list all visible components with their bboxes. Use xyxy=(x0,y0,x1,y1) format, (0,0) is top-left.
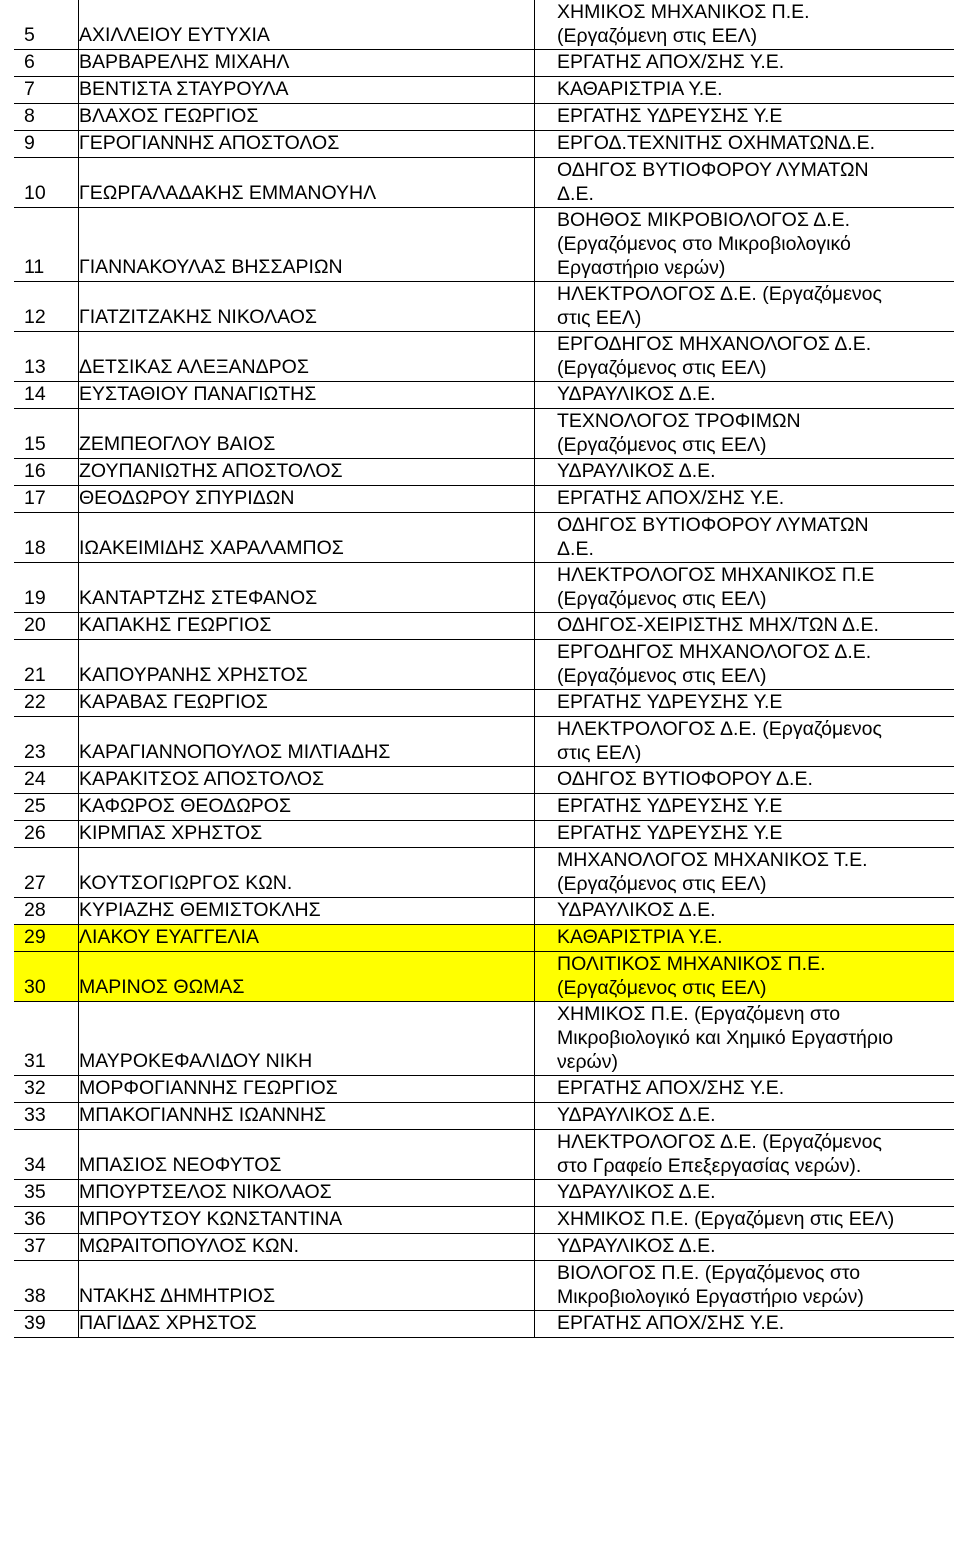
employee-role xyxy=(535,1234,955,1261)
employee-name: ΜΑΥΡΟΚΕΦΑΛΙΔΟΥ ΝΙΚΗ xyxy=(79,1002,535,1076)
table-row xyxy=(14,131,954,158)
row-number: 22 xyxy=(14,690,79,717)
table-row xyxy=(14,925,954,952)
role-line: στις ΕΕΛ) xyxy=(557,742,642,764)
role-line: ΕΡΓΟΔΗΓΟΣ ΜΗΧΑΝΟΛΟΓΟΣ Δ.Ε. xyxy=(557,641,872,663)
role-line: Δ.Ε. xyxy=(557,183,594,205)
row-number: 16 xyxy=(14,459,79,486)
employee-role xyxy=(535,131,955,158)
row-number: 34 xyxy=(14,1130,79,1180)
row-number: 17 xyxy=(14,486,79,513)
table-row xyxy=(14,1180,954,1207)
employee-name: ΓΕΩΡΓΑΛΑΔΑΚΗΣ ΕΜΜΑΝΟΥΗΛ xyxy=(79,158,535,208)
row-number: 21 xyxy=(14,640,79,690)
row-number: 19 xyxy=(14,563,79,613)
role-line: ΕΡΓΑΤΗΣ ΑΠΟΧ/ΣΗΣ Υ.Ε. xyxy=(557,1077,785,1099)
row-number: 14 xyxy=(14,382,79,409)
employee-role xyxy=(535,208,955,282)
employee-role xyxy=(535,1311,955,1338)
employee-name: ΛΙΑΚΟΥ ΕΥΑΓΓΕΛΙΑ xyxy=(79,925,535,952)
employee-role xyxy=(535,613,955,640)
table-row xyxy=(14,767,954,794)
role-line: νερών) xyxy=(557,1051,619,1073)
staff-table-body xyxy=(14,0,954,1338)
row-number: 29 xyxy=(14,925,79,952)
employee-name: ΒΕΝΤΙΣΤΑ ΣΤΑΥΡΟΥΛΑ xyxy=(79,77,535,104)
employee-role xyxy=(535,717,955,767)
employee-name: ΚΙΡΜΠΑΣ ΧΡΗΣΤΟΣ xyxy=(79,821,535,848)
table-row xyxy=(14,208,954,282)
table-row xyxy=(14,332,954,382)
table-row xyxy=(14,1103,954,1130)
employee-name: ΙΩΑΚΕΙΜΙΔΗΣ ΧΑΡΑΛΑΜΠΟΣ xyxy=(79,513,535,563)
employee-name: ΚΑΡΑΚΙΤΣΟΣ ΑΠΟΣΤΟΛΟΣ xyxy=(79,767,535,794)
employee-role xyxy=(535,767,955,794)
role-line: ΥΔΡΑΥΛΙΚΟΣ Δ.Ε. xyxy=(557,899,716,921)
employee-role xyxy=(535,821,955,848)
employee-name: ΘΕΟΔΩΡΟΥ ΣΠΥΡΙΔΩΝ xyxy=(79,486,535,513)
role-line: ΥΔΡΑΥΛΙΚΟΣ Δ.Ε. xyxy=(557,383,716,405)
row-number: 11 xyxy=(14,208,79,282)
table-row xyxy=(14,382,954,409)
role-line: (Εργαζόμενος στις ΕΕΛ) xyxy=(557,873,767,895)
row-number: 26 xyxy=(14,821,79,848)
role-line: ΗΛΕΚΤΡΟΛΟΓΟΣ Δ.Ε. (Εργαζόμενος xyxy=(557,283,882,305)
role-line: (Εργαζόμενος στις ΕΕΛ) xyxy=(557,357,767,379)
table-row xyxy=(14,50,954,77)
employee-role xyxy=(535,1261,955,1311)
table-row xyxy=(14,158,954,208)
role-line: ΥΔΡΑΥΛΙΚΟΣ Δ.Ε. xyxy=(557,460,716,482)
row-number: 13 xyxy=(14,332,79,382)
employee-name: ΖΕΜΠΕΟΓΛΟΥ ΒΑΙΟΣ xyxy=(79,409,535,459)
role-line: ΚΑΘΑΡΙΣΤΡΙΑ Υ.Ε. xyxy=(557,78,723,100)
employee-name: ΒΑΡΒΑΡΕΛΗΣ ΜΙΧΑΗΛ xyxy=(79,50,535,77)
role-line: ΒΟΗΘΟΣ ΜΙΚΡΟΒΙΟΛΟΓΟΣ Δ.Ε. xyxy=(557,209,851,231)
role-line: ΟΔΗΓΟΣ ΒΥΤΙΟΦΟΡΟΥ ΛΥΜΑΤΩΝ xyxy=(557,514,869,536)
row-number: 9 xyxy=(14,131,79,158)
table-row xyxy=(14,794,954,821)
role-line: (Εργαζόμενος στις ΕΕΛ) xyxy=(557,588,767,610)
row-number: 7 xyxy=(14,77,79,104)
row-number: 36 xyxy=(14,1207,79,1234)
employee-role xyxy=(535,952,955,1002)
table-row xyxy=(14,563,954,613)
employee-name: ΑΧΙΛΛΕΙΟΥ ΕΥΤΥΧΙΑ xyxy=(79,0,535,50)
role-line: ΕΡΓΑΤΗΣ ΑΠΟΧ/ΣΗΣ Υ.Ε. xyxy=(557,1312,785,1334)
employee-name: ΚΑΡΑΓΙΑΝΝΟΠΟΥΛΟΣ ΜΙΛΤΙΑΔΗΣ xyxy=(79,717,535,767)
employee-name: ΜΑΡΙΝΟΣ ΘΩΜΑΣ xyxy=(79,952,535,1002)
role-line: ΜΗΧΑΝΟΛΟΓΟΣ ΜΗΧΑΝΙΚΟΣ Τ.Ε. xyxy=(557,849,868,871)
role-line: ΕΡΓΟΔΗΓΟΣ ΜΗΧΑΝΟΛΟΓΟΣ Δ.Ε. xyxy=(557,333,872,355)
staff-table xyxy=(14,0,954,1338)
role-line: ΟΔΗΓΟΣ ΒΥΤΙΟΦΟΡΟΥ Δ.Ε. xyxy=(557,768,813,790)
role-line: στο Γραφείο Επεξεργασίας νερών). xyxy=(557,1155,862,1177)
table-row xyxy=(14,282,954,332)
row-number: 32 xyxy=(14,1076,79,1103)
role-line: ΕΡΓΑΤΗΣ ΑΠΟΧ/ΣΗΣ Υ.Ε. xyxy=(557,51,785,73)
role-line: ΥΔΡΑΥΛΙΚΟΣ Δ.Ε. xyxy=(557,1104,716,1126)
employee-name: ΜΩΡΑΙΤΟΠΟΥΛΟΣ ΚΩΝ. xyxy=(79,1234,535,1261)
role-line: Μικροβιολογικό Εργαστήριο νερών) xyxy=(557,1286,864,1308)
table-row xyxy=(14,486,954,513)
employee-role xyxy=(535,409,955,459)
employee-name: ΔΕΤΣΙΚΑΣ ΑΛΕΞΑΝΔΡΟΣ xyxy=(79,332,535,382)
table-row xyxy=(14,1311,954,1338)
table-row xyxy=(14,690,954,717)
employee-name: ΜΠΡΟΥΤΣΟΥ ΚΩΝΣΤΑΝΤΙΝΑ xyxy=(79,1207,535,1234)
role-line: ΚΑΘΑΡΙΣΤΡΙΑ Υ.Ε. xyxy=(557,926,723,948)
employee-role xyxy=(535,77,955,104)
employee-name: ΚΑΝΤΑΡΤΖΗΣ ΣΤΕΦΑΝΟΣ xyxy=(79,563,535,613)
employee-role xyxy=(535,848,955,898)
employee-role xyxy=(535,486,955,513)
employee-role xyxy=(535,1002,955,1076)
role-line: ΥΔΡΑΥΛΙΚΟΣ Δ.Ε. xyxy=(557,1181,716,1203)
row-number: 20 xyxy=(14,613,79,640)
employee-role xyxy=(535,794,955,821)
table-row xyxy=(14,1076,954,1103)
employee-role xyxy=(535,382,955,409)
role-line: ΕΡΓΟΔ.ΤΕΧΝΙΤΗΣ ΟΧΗΜΑΤΩΝΔ.Ε. xyxy=(557,132,875,154)
role-line: (Εργαζόμενος στις ΕΕΛ) xyxy=(557,434,767,456)
role-line: ΟΔΗΓΟΣ-ΧΕΙΡΙΣΤΗΣ ΜΗΧ/ΤΩΝ Δ.Ε. xyxy=(557,614,879,636)
employee-role xyxy=(535,640,955,690)
role-line: ΕΡΓΑΤΗΣ ΥΔΡΕΥΣΗΣ Υ.Ε xyxy=(557,691,783,713)
employee-name: ΠΑΓΙΔΑΣ ΧΡΗΣΤΟΣ xyxy=(79,1311,535,1338)
row-number: 39 xyxy=(14,1311,79,1338)
employee-name: ΚΑΡΑΒΑΣ ΓΕΩΡΓΙΟΣ xyxy=(79,690,535,717)
table-row xyxy=(14,821,954,848)
employee-name: ΒΛΑΧΟΣ ΓΕΩΡΓΙΟΣ xyxy=(79,104,535,131)
row-number: 8 xyxy=(14,104,79,131)
row-number: 10 xyxy=(14,158,79,208)
employee-name: ΓΙΑΝΝΑΚΟΥΛΑΣ ΒΗΣΣΑΡΙΩΝ xyxy=(79,208,535,282)
employee-role xyxy=(535,1103,955,1130)
role-line: ΗΛΕΚΤΡΟΛΟΓΟΣ ΜΗΧΑΝΙΚΟΣ Π.Ε xyxy=(557,564,875,586)
role-line: (Εργαζόμενος στις ΕΕΛ) xyxy=(557,977,767,999)
employee-name: ΚΑΠΟΥΡΑΝΗΣ ΧΡΗΣΤΟΣ xyxy=(79,640,535,690)
employee-role xyxy=(535,690,955,717)
role-line: ΧΗΜΙΚΟΣ Π.Ε. (Εργαζόμενη στο xyxy=(557,1003,841,1025)
row-number: 30 xyxy=(14,952,79,1002)
employee-name: ΜΠΑΣΙΟΣ ΝΕΟΦΥΤΟΣ xyxy=(79,1130,535,1180)
role-line: (Εργαζόμενη στις ΕΕΛ) xyxy=(557,25,758,47)
employee-role xyxy=(535,1180,955,1207)
role-line: ΧΗΜΙΚΟΣ ΜΗΧΑΝΙΚΟΣ Π.Ε. xyxy=(557,1,810,23)
table-row xyxy=(14,640,954,690)
employee-role xyxy=(535,898,955,925)
table-row xyxy=(14,952,954,1002)
employee-role xyxy=(535,332,955,382)
row-number: 28 xyxy=(14,898,79,925)
role-line: ΟΔΗΓΟΣ ΒΥΤΙΟΦΟΡΟΥ ΛΥΜΑΤΩΝ xyxy=(557,159,869,181)
role-line: ΥΔΡΑΥΛΙΚΟΣ Δ.Ε. xyxy=(557,1235,716,1257)
employee-role xyxy=(535,563,955,613)
row-number: 12 xyxy=(14,282,79,332)
table-row xyxy=(14,513,954,563)
row-number: 37 xyxy=(14,1234,79,1261)
table-row xyxy=(14,1261,954,1311)
table-row xyxy=(14,1130,954,1180)
table-row xyxy=(14,459,954,486)
employee-role xyxy=(535,1130,955,1180)
role-line: ΕΡΓΑΤΗΣ ΥΔΡΕΥΣΗΣ Υ.Ε xyxy=(557,105,783,127)
employee-role xyxy=(535,50,955,77)
employee-name: ΜΟΡΦΟΓΙΑΝΝΗΣ ΓΕΩΡΓΙΟΣ xyxy=(79,1076,535,1103)
employee-name: ΚΑΦΩΡΟΣ ΘΕΟΔΩΡΟΣ xyxy=(79,794,535,821)
table-row xyxy=(14,898,954,925)
role-line: στις ΕΕΛ) xyxy=(557,307,642,329)
row-number: 5 xyxy=(14,0,79,50)
employee-name: ΜΠΑΚΟΓΙΑΝΝΗΣ ΙΩΑΝΝΗΣ xyxy=(79,1103,535,1130)
role-line: ΕΡΓΑΤΗΣ ΥΔΡΕΥΣΗΣ Υ.Ε xyxy=(557,795,783,817)
row-number: 27 xyxy=(14,848,79,898)
employee-role xyxy=(535,513,955,563)
employee-role xyxy=(535,1207,955,1234)
role-line: ΠΟΛΙΤΙΚΟΣ ΜΗΧΑΝΙΚΟΣ Π.Ε. xyxy=(557,953,826,975)
employee-role xyxy=(535,0,955,50)
table-row xyxy=(14,613,954,640)
employee-name: ΜΠΟΥΡΤΣΕΛΟΣ ΝΙΚΟΛΑΟΣ xyxy=(79,1180,535,1207)
role-line: ΒΙΟΛΟΓΟΣ Π.Ε. (Εργαζόμενος στο xyxy=(557,1262,861,1284)
role-line: ΗΛΕΚΤΡΟΛΟΓΟΣ Δ.Ε. (Εργαζόμενος xyxy=(557,718,882,740)
row-number: 31 xyxy=(14,1002,79,1076)
employee-name: ΓΙΑΤΖΙΤΖΑΚΗΣ ΝΙΚΟΛΑΟΣ xyxy=(79,282,535,332)
table-row xyxy=(14,0,954,50)
row-number: 33 xyxy=(14,1103,79,1130)
row-number: 6 xyxy=(14,50,79,77)
employee-role xyxy=(535,1076,955,1103)
employee-name: ΓΕΡΟΓΙΑΝΝΗΣ ΑΠΟΣΤΟΛΟΣ xyxy=(79,131,535,158)
table-row xyxy=(14,1207,954,1234)
employee-role xyxy=(535,459,955,486)
role-line: ΤΕΧΝΟΛΟΓΟΣ ΤΡΟΦΙΜΩΝ xyxy=(557,410,801,432)
table-row xyxy=(14,717,954,767)
row-number: 15 xyxy=(14,409,79,459)
employee-role xyxy=(535,158,955,208)
employee-name: ΚΥΡΙΑΖΗΣ ΘΕΜΙΣΤΟΚΛΗΣ xyxy=(79,898,535,925)
row-number: 35 xyxy=(14,1180,79,1207)
table-row xyxy=(14,1234,954,1261)
table-row xyxy=(14,409,954,459)
row-number: 23 xyxy=(14,717,79,767)
role-line: Μικροβιολογικό και Χημικό Εργαστήριο xyxy=(557,1027,894,1049)
role-line: ΕΡΓΑΤΗΣ ΑΠΟΧ/ΣΗΣ Υ.Ε. xyxy=(557,487,785,509)
role-line: ΕΡΓΑΤΗΣ ΥΔΡΕΥΣΗΣ Υ.Ε xyxy=(557,822,783,844)
role-line: Δ.Ε. xyxy=(557,538,594,560)
employee-name: ΝΤΑΚΗΣ ΔΗΜΗΤΡΙΟΣ xyxy=(79,1261,535,1311)
employee-name: ΖΟΥΠΑΝΙΩΤΗΣ ΑΠΟΣΤΟΛΟΣ xyxy=(79,459,535,486)
employee-role xyxy=(535,104,955,131)
role-line: (Εργαζόμενος στις ΕΕΛ) xyxy=(557,665,767,687)
role-line: Εργαστήριο νερών) xyxy=(557,257,726,279)
employee-name: ΕΥΣΤΑΘΙΟΥ ΠΑΝΑΓΙΩΤΗΣ xyxy=(79,382,535,409)
employee-role xyxy=(535,282,955,332)
row-number: 18 xyxy=(14,513,79,563)
employee-name: ΚΟΥΤΣΟΓΙΩΡΓΟΣ ΚΩΝ. xyxy=(79,848,535,898)
role-line: (Εργαζόμενος στο Μικροβιολογικό xyxy=(557,233,851,255)
table-row xyxy=(14,104,954,131)
role-line: ΗΛΕΚΤΡΟΛΟΓΟΣ Δ.Ε. (Εργαζόμενος xyxy=(557,1131,882,1153)
row-number: 38 xyxy=(14,1261,79,1311)
row-number: 25 xyxy=(14,794,79,821)
table-row xyxy=(14,77,954,104)
role-line: ΧΗΜΙΚΟΣ Π.Ε. (Εργαζόμενη στις ΕΕΛ) xyxy=(557,1208,895,1230)
row-number: 24 xyxy=(14,767,79,794)
employee-name: ΚΑΠΑΚΗΣ ΓΕΩΡΓΙΟΣ xyxy=(79,613,535,640)
table-row xyxy=(14,1002,954,1076)
employee-role xyxy=(535,925,955,952)
table-row xyxy=(14,848,954,898)
